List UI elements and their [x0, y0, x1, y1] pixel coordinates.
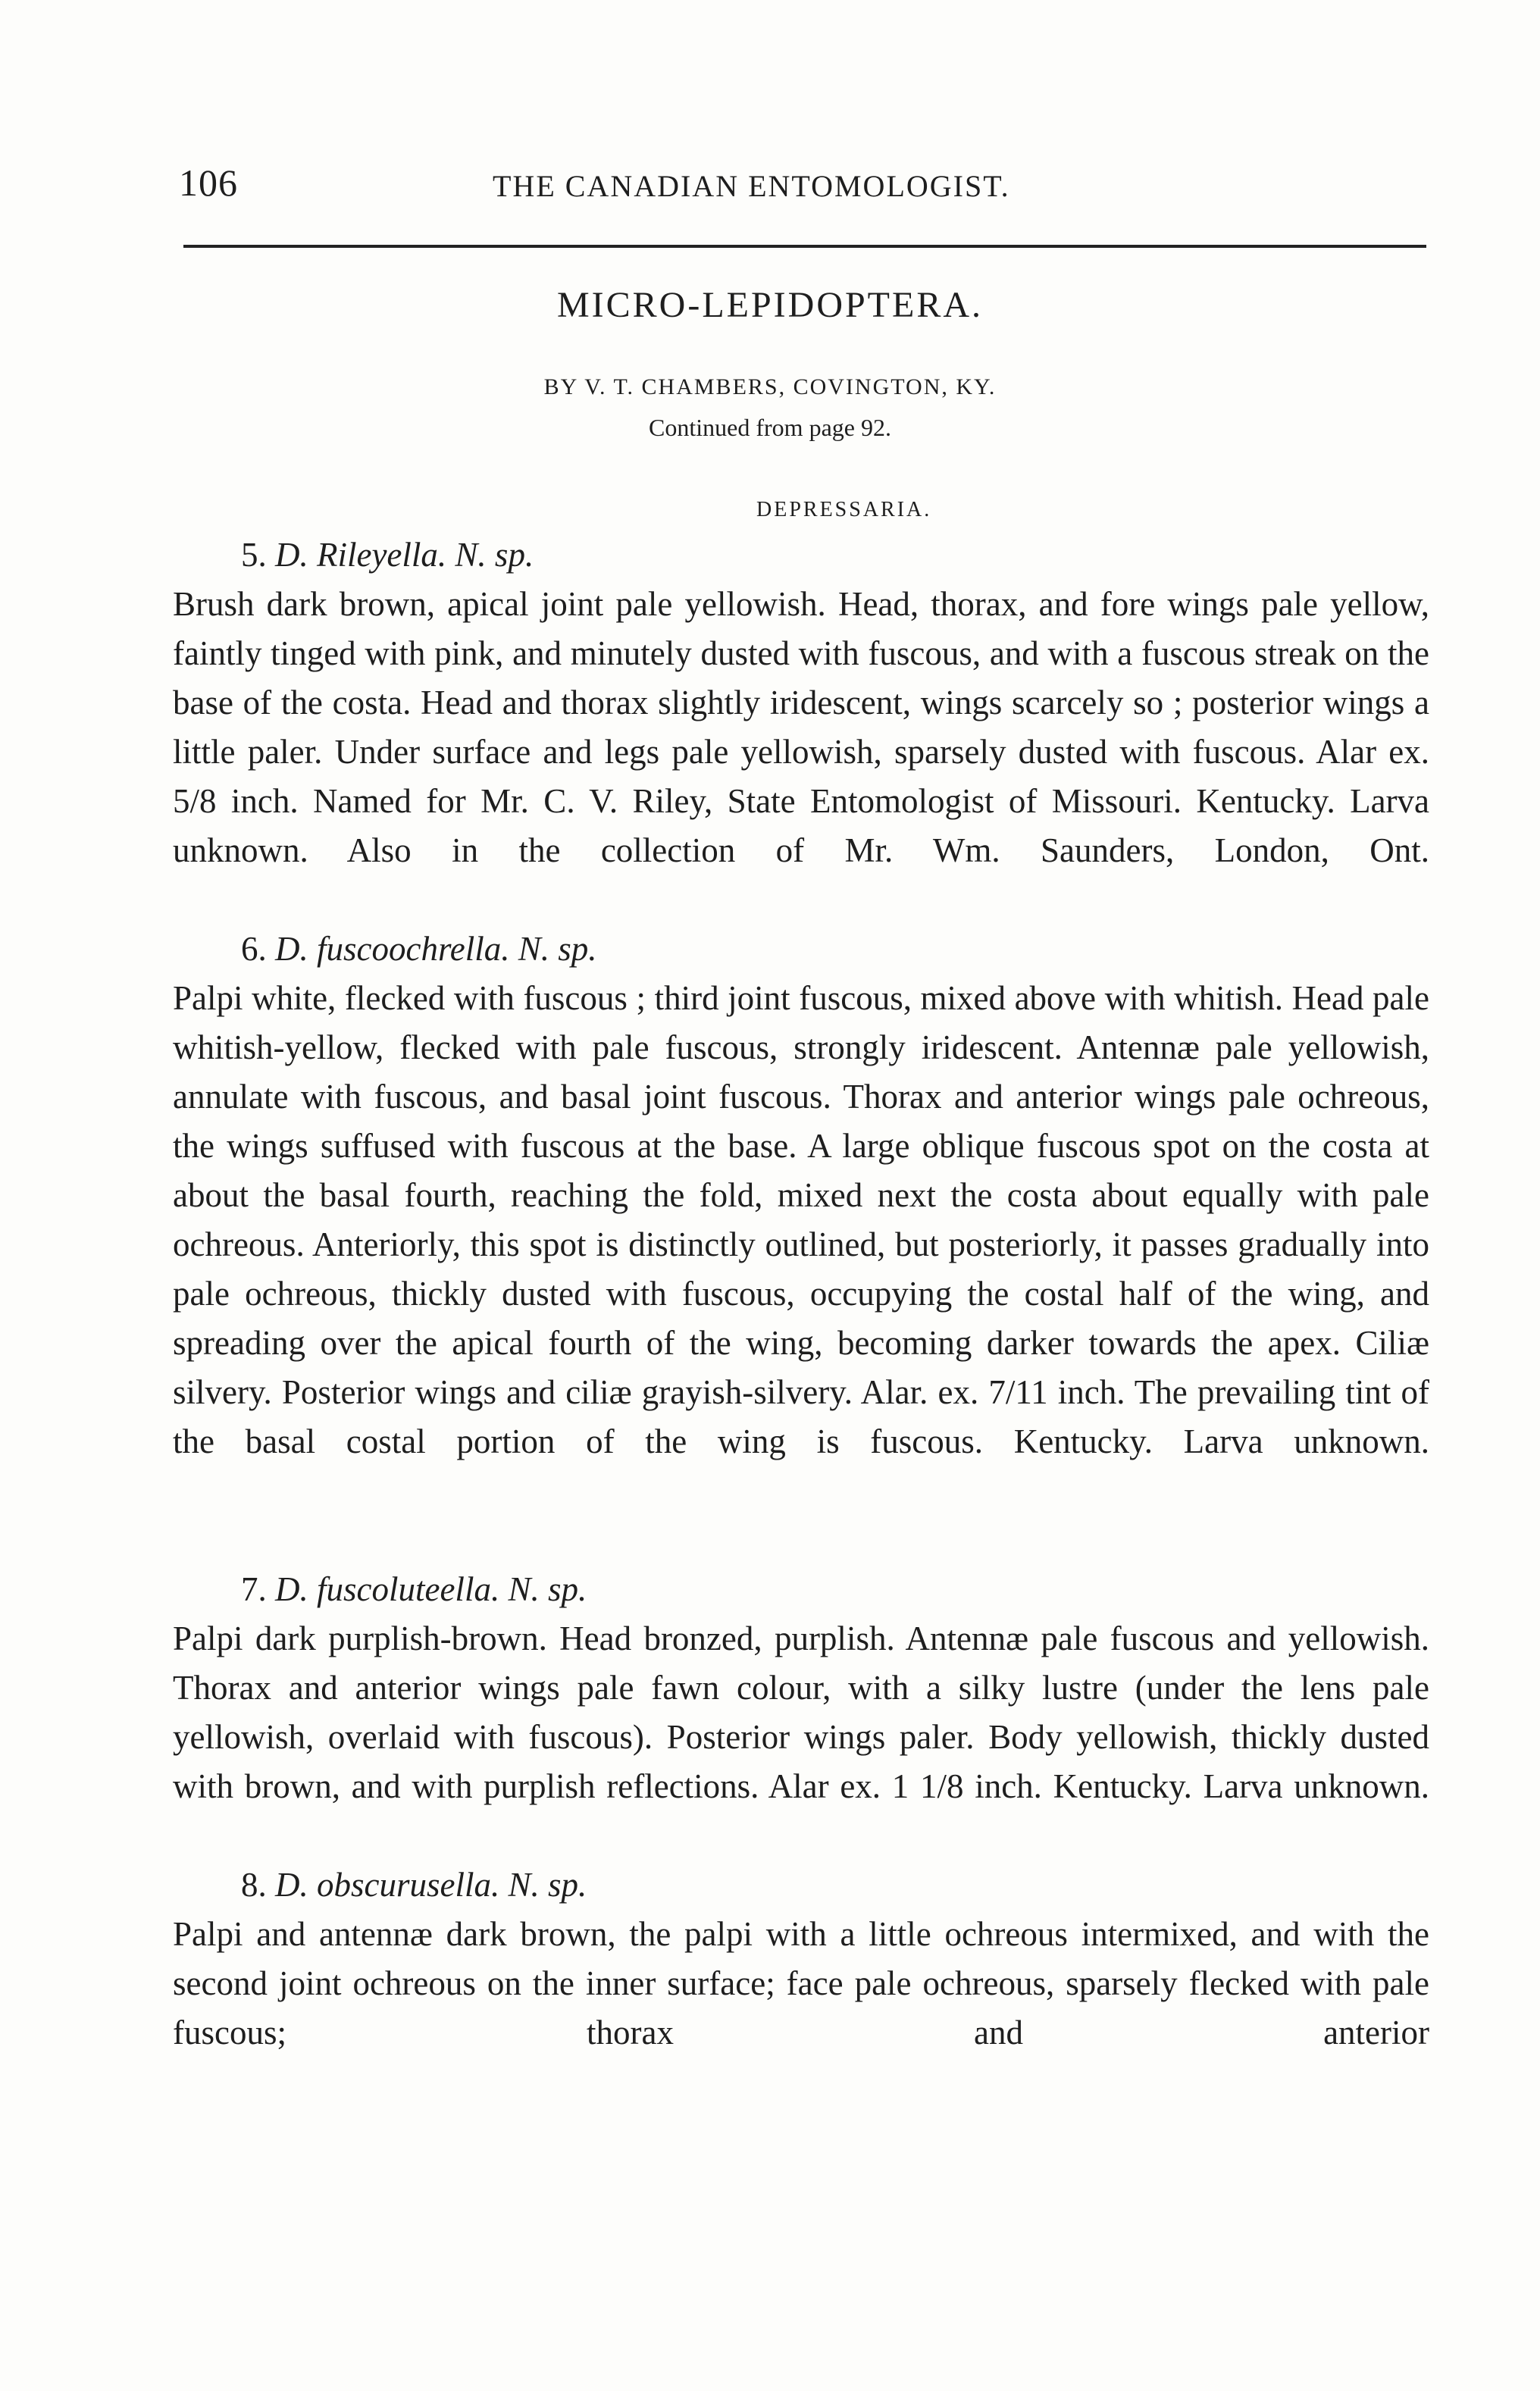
species-name: D. Rileyella. — [275, 536, 447, 574]
byline: BY V. T. CHAMBERS, COVINGTON, KY. — [543, 374, 997, 399]
page-header — [179, 161, 1429, 214]
species-name: D. fuscoochrella. — [275, 930, 510, 968]
species-status: N. sp. — [508, 1570, 587, 1608]
species-status: N. sp. — [518, 930, 597, 968]
continued-note: Continued from page 92. — [649, 414, 891, 441]
species-status: N. sp. — [455, 536, 534, 574]
species-heading — [173, 925, 1429, 974]
species-description: Palpi white, flecked with fuscous ; third joint fuscous, mixed above with whitish. Head pale whitish-yellow, flecked with pale fuscous, strongly iridescent. Antennæ pale yellowish, annulate with fuscous, and basal joint fuscous. Thorax and anterior wings pale ochreous, the wings suffused with fuscous at the base. A large oblique fuscous spot on the costa at about the basal fourth, reaching the fold, mixed next the costa about equally with pale ochreous. Anteriorly, this spot is distinctly outlined, but posteriorly, it passes gradually into pale ochreous, thickly dusted with fuscous, occupying the costal half of the wing, and spreading over the apical fourth of the wing, becoming darker towards the apex. Ciliæ silvery. Posterior wings and ciliæ grayish-silvery. Alar. ex. 7/11 inch. The prevailing tint of the basal costal portion of the wing is fuscous. Kentucky. Larva unknown. — [173, 979, 1429, 1460]
species-number: 6. — [241, 930, 267, 968]
species-name: D. obscurusella. — [275, 1866, 500, 1904]
species-status: N. sp. — [508, 1866, 587, 1904]
species-number: 5. — [241, 536, 267, 574]
article-body — [173, 530, 1429, 2107]
species-description: Palpi dark purplish-brown. Head bronzed, purplish. Antennæ pale fuscous and yellowish. Thorax and anterior wings pale fawn colour, with a silky lustre (under the lens pale yellowish, overlaid with fuscous). Posterior wings paler. Body yellowish, thickly dusted with brown, and with purplish reflections. Alar ex. 1 1/8 inch. Kentucky. Larva unknown. — [173, 1620, 1429, 1805]
species-number: 7. — [241, 1570, 267, 1608]
running-title: THE CANADIAN ENTOMOLOGIST. — [493, 169, 1010, 203]
species-heading — [173, 530, 1429, 580]
article-title: MICRO-LEPIDOPTERA. — [556, 285, 983, 325]
species-number: 8. — [241, 1866, 267, 1904]
species-heading — [173, 1861, 1429, 1910]
species-description: Palpi and antennæ dark brown, the palpi with a little ochreous intermixed, and with the second joint ochreous on the inner surface; face pale ochreous, sparsely flecked with pale fuscous; thorax and anterior — [173, 1915, 1429, 2051]
species-name: D. fuscoluteella. — [275, 1570, 500, 1608]
species-description: Brush dark brown, apical joint pale yellowish. Head, thorax, and fore wings pale yellow, faintly tinged with pink, and minutely dusted with fuscous, and with a fuscous streak on the base of the costa. Head and thorax slightly iridescent, wings scarcely so ; posterior wings a little paler. Under surface and legs pale yellowish, sparsely dusted with fuscous. Alar ex. 5/8 inch. Named for Mr. C. V. Riley, State Entomologist of Missouri. Kentucky. Larva unknown. Also in the collection of Mr. Wm. Saunders, London, Ont. — [173, 585, 1429, 869]
page-number: 106 — [179, 161, 238, 204]
species-heading — [173, 1565, 1429, 1614]
genus-heading: DEPRESSARIA. — [756, 498, 932, 521]
header-rule — [183, 245, 1426, 248]
